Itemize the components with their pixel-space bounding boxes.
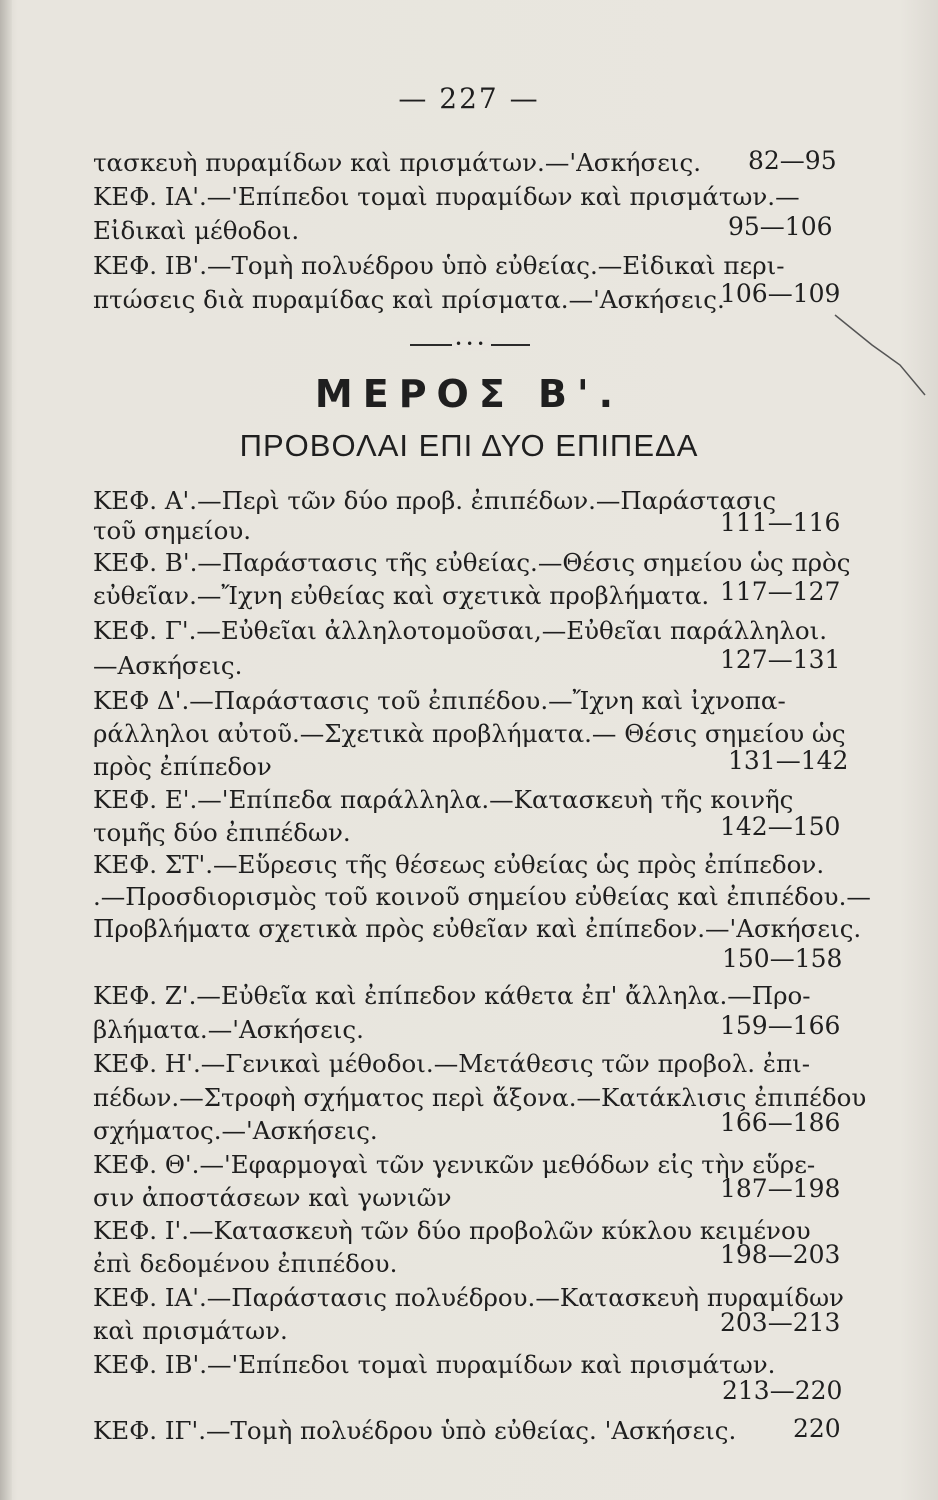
toc-line: τομῆς δύο ἐπιπέδων. bbox=[93, 818, 351, 847]
toc-line: ΚΕΦ. Γ'.—Εὐθεῖαι ἀλληλοτομοῦσαι,—Εὐθεῖαι παράλληλοι. bbox=[93, 616, 827, 645]
toc-line: βλήματα.—'Ασκήσεις. bbox=[93, 1015, 364, 1044]
toc-line: ΚΕΦ Δ'.—Παράστασις τοῦ ἐπιπέδου.—Ἴχνη καὶ ἰχνοπα- bbox=[93, 686, 786, 715]
toc-line: ΚΕΦ. ΙΓ'.—Τομὴ πολυέδρου ὑπὸ εὐθείας. 'Ασκήσεις. bbox=[93, 1416, 737, 1445]
toc-pages: 106—109 bbox=[720, 279, 841, 308]
toc-line: ΚΕΦ. ΣΤ'.—Εὕρεσις τῆς θέσεως εὐθείας ὡς πρὸς ἐπίπεδον. bbox=[93, 850, 825, 879]
toc-line: ΚΕΦ. Ι'.—Κατασκευὴ τῶν δύο προβολῶν κύκλου κειμένου bbox=[93, 1216, 811, 1245]
toc-line: ΚΕΦ. Θ'.—'Εφαρμογαὶ τῶν γενικῶν μεθόδων εἰς τὴν εὕρε- bbox=[93, 1150, 816, 1179]
divider-ornament: ••• bbox=[452, 337, 491, 351]
toc-line: ἐπὶ δεδομένου ἐπιπέδου. bbox=[93, 1249, 398, 1278]
toc-line: Προβλήματα σχετικὰ πρὸς εὐθεῖαν καὶ ἐπίπεδον.—'Ασκήσεις. bbox=[93, 914, 862, 943]
part-subtitle: ΠΡΟΒΟΛΑΙ ΕΠΙ ΔΥΟ ΕΠΙΠΕΔΑ bbox=[239, 428, 699, 463]
toc-pages: 166—186 bbox=[720, 1108, 841, 1137]
toc-pages: 150—158 bbox=[722, 944, 843, 973]
toc-pages: 198—203 bbox=[720, 1240, 841, 1269]
toc-pages: 159—166 bbox=[720, 1011, 841, 1040]
toc-line: τοῦ σημείου. bbox=[93, 516, 252, 545]
toc-line: Εἰδικαὶ μέθοδοι. bbox=[93, 216, 300, 245]
toc-line: ΚΕΦ. ΙΑ'.—Παράστασις πολυέδρου.—Κατασκευὴ πυραμίδων bbox=[93, 1283, 844, 1312]
toc-line: ΚΕΦ. Β'.—Παράστασις τῆς εὐθείας.—Θέσις σημείου ὡς πρὸς bbox=[93, 548, 851, 577]
toc-pages: 127—131 bbox=[720, 645, 841, 674]
toc-line: .—Προσδιορισμὸς τοῦ κοινοῦ σημείου εὐθείας καὶ ἐπιπέδου.— bbox=[93, 882, 871, 911]
toc-pages: 95—106 bbox=[728, 212, 833, 241]
page-number: — 227 — bbox=[398, 82, 540, 115]
toc-line: καὶ πρισμάτων. bbox=[93, 1316, 288, 1345]
toc-line: ΚΕΦ. Η'.—Γενικαὶ μέθοδοι.—Μετάθεσις τῶν προβολ. ἐπι- bbox=[93, 1049, 810, 1078]
toc-line: πτώσεις διὰ πυραμίδας καὶ πρίσματα.—'Ασκήσεις. bbox=[93, 285, 725, 314]
toc-pages: 111—116 bbox=[720, 508, 841, 537]
toc-line: εὐθεῖαν.—Ἴχνη εὐθείας καὶ σχετικὰ προβλήματα. bbox=[93, 581, 710, 610]
toc-line: πρὸς ἐπίπεδον bbox=[93, 752, 272, 781]
toc-pages: 117—127 bbox=[720, 577, 841, 606]
toc-line: ΚΕΦ. Ζ'.—Εὐθεῖα καὶ ἐπίπεδον κάθετα ἐπ' ἄλληλα.—Προ- bbox=[93, 981, 811, 1010]
toc-pages: 82—95 bbox=[748, 146, 837, 175]
toc-pages: 131—142 bbox=[728, 746, 849, 775]
toc-line: σχήματος.—'Ασκήσεις. bbox=[93, 1116, 378, 1145]
toc-line: ΚΕΦ. Ε'.—'Επίπεδα παράλληλα.—Κατασκευὴ τῆς κοινῆς bbox=[93, 785, 794, 814]
toc-line: ράλληλοι αὐτοῦ.—Σχετικὰ προβλήματα.— Θέσις σημείου ὡς bbox=[93, 719, 846, 748]
toc-pages: 213—220 bbox=[722, 1376, 843, 1405]
pencil-mark bbox=[0, 0, 938, 420]
toc-line: ΚΕΦ. ΙΒ'.—Τομὴ πολυέδρου ὑπὸ εὐθείας.—Εἰδικαὶ περι- bbox=[93, 251, 785, 280]
toc-pages: 220 bbox=[793, 1414, 841, 1443]
part-title: ΜΕΡΟΣ Β'. bbox=[314, 372, 624, 416]
toc-line: —Ασκήσεις. bbox=[93, 651, 243, 680]
toc-line: σιν ἀποστάσεων καὶ γωνιῶν bbox=[93, 1183, 452, 1212]
toc-pages: 203—213 bbox=[720, 1308, 841, 1337]
toc-line: τασκευὴ πυραμίδων καὶ πρισμάτων.—'Ασκήσεις. bbox=[93, 148, 702, 177]
toc-line: ΚΕΦ. Α'.—Περὶ τῶν δύο προβ. ἐπιπέδων.—Παράστασις bbox=[93, 486, 777, 515]
toc-line: ΚΕΦ. ΙΒ'.—'Επίπεδοι τομαὶ πυραμίδων καὶ πρισμάτων. bbox=[93, 1350, 776, 1379]
toc-pages: 142—150 bbox=[720, 812, 841, 841]
toc-line: πέδων.—Στροφὴ σχήματος περὶ ἄξονα.—Κατάκλισις ἐπιπέδου bbox=[93, 1083, 867, 1112]
toc-pages: 187—198 bbox=[720, 1174, 841, 1203]
toc-line: ΚΕΦ. ΙΑ'.—'Επίπεδοι τομαὶ πυραμίδων καὶ πρισμάτων.— bbox=[93, 182, 800, 211]
